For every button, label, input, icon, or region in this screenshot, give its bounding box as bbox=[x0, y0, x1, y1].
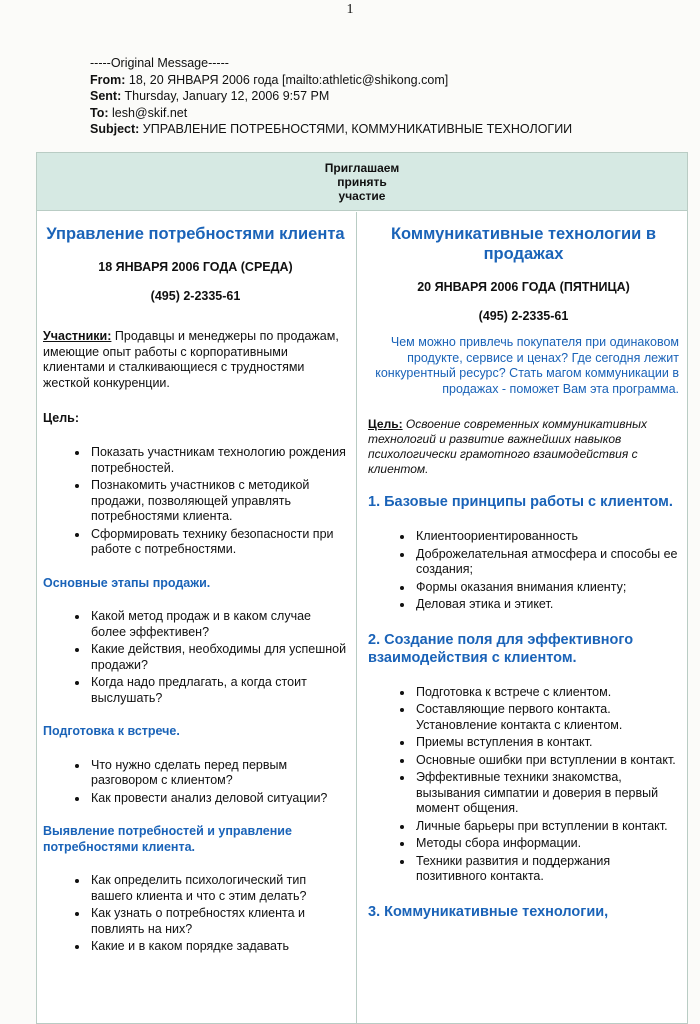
right-goal-paragraph bbox=[368, 417, 679, 477]
section-heading: 3. Коммуникативные технологии, bbox=[368, 903, 609, 920]
banner-line: принять bbox=[337, 175, 387, 189]
list-item: • Личные барьеры при вступлении в контакт. bbox=[414, 819, 679, 835]
list-item: • Какие действия, необходимы для успешной продажи? bbox=[89, 642, 348, 673]
list-item: • Методы сбора информации. bbox=[414, 836, 679, 852]
to-line bbox=[90, 105, 572, 122]
list-item: • Когда надо предлагать, а когда стоит выслушать? bbox=[89, 675, 348, 706]
list-item: • Клиентоориентированность bbox=[414, 529, 679, 545]
left-goal-list bbox=[43, 445, 348, 558]
right-date: 20 ЯНВАРЯ 2006 ГОДА (ПЯТНИЦА) bbox=[417, 280, 630, 294]
right-intro: Чем можно привлечь покупателя при одинаковом продукте, сервисе и ценах? Где сегодня лежит конкурентный ресурс? Стать магом коммуникации в продажах - поможет Вам эта программа. bbox=[375, 335, 679, 396]
list-item: • Как провести анализ деловой ситуации? bbox=[89, 791, 348, 807]
list-item: • Познакомить участников с методикой продажи, позволяющей управлять потребностями клиента. bbox=[89, 478, 348, 525]
list-item: • Какие и в каком порядке задавать bbox=[89, 939, 348, 955]
subject-line bbox=[90, 121, 572, 138]
page-number: 1 bbox=[346, 2, 354, 17]
section-heading: Выявление потребностей и управление потребностями клиента. bbox=[43, 824, 292, 854]
list-item: • Какой метод продаж и в каком случае более эффективен? bbox=[89, 609, 348, 640]
sent-label: Sent: bbox=[90, 89, 122, 103]
participants-text: Продавцы и менеджеры по продажам, имеющие опыт работы с корпоративными клиентами и сталкивающиеся с трудностями жесткой конкуренции. bbox=[43, 329, 339, 390]
section-list bbox=[43, 758, 348, 807]
from-label: From: bbox=[90, 72, 126, 87]
subject-value: УПРАВЛЕНИЕ ПОТРЕБНОСТЯМИ, КОММУНИКАТИВНЫЕ ТЕХНОЛОГИИ bbox=[142, 122, 573, 136]
invitation-banner bbox=[37, 153, 687, 211]
email-header bbox=[90, 55, 572, 138]
right-column bbox=[358, 212, 687, 1023]
right-goal-label: Цель: bbox=[368, 417, 403, 431]
left-column bbox=[37, 212, 357, 1023]
list-item: • Как узнать о потребностях клиента и повлиять на них? bbox=[89, 906, 348, 937]
list-item: • Подготовка к встрече с клиентом. bbox=[414, 685, 679, 701]
list-item: • Доброжелательная атмосфера и способы ее создания; bbox=[414, 547, 679, 578]
list-item: • Что нужно сделать перед первым разговором с клиентом? bbox=[89, 758, 348, 789]
section-heading: Основные этапы продажи. bbox=[43, 575, 211, 590]
right-phone: (495) 2-2335-61 bbox=[478, 309, 569, 323]
list-item: • Приемы вступления в контакт. bbox=[414, 735, 679, 751]
left-phone: (495) 2-2335-61 bbox=[150, 289, 241, 303]
section-heading: Подготовка к встрече. bbox=[43, 724, 180, 738]
list-item: • Сформировать технику безопасности при работе с потребностями. bbox=[89, 527, 348, 558]
list-item: • Формы оказания внимания клиенту; bbox=[414, 580, 679, 596]
section-heading: 1. Базовые принципы работы с клиентом. bbox=[368, 494, 673, 510]
sent-value: Thursday, January 12, 2006 9:57 PM bbox=[124, 89, 330, 103]
sent-line bbox=[90, 88, 572, 105]
list-item: • Эффективные техники знакомства, вызывания симпатии и доверия в первый момент общения. bbox=[414, 770, 679, 817]
participants-label: Участники: bbox=[43, 329, 112, 343]
list-item: • Как определить психологический тип вашего клиента и что с этим делать? bbox=[89, 873, 348, 904]
left-date: 18 ЯНВАРЯ 2006 ГОДА (СРЕДА) bbox=[98, 260, 293, 274]
section-list bbox=[43, 873, 348, 955]
section-list bbox=[368, 685, 679, 885]
right-title: Коммуникативные технологии в продажах bbox=[390, 225, 657, 263]
banner-line: участие bbox=[338, 189, 386, 203]
to-value: lesh@skif.net bbox=[112, 105, 188, 120]
section-list bbox=[368, 529, 679, 613]
from-line bbox=[90, 72, 572, 89]
subject-label: Subject: bbox=[90, 122, 140, 136]
to-label: To: bbox=[90, 105, 109, 120]
left-title: Управление потребностями клиента bbox=[46, 225, 345, 243]
section-list bbox=[43, 609, 348, 706]
right-goal-text: Освоение современных коммуникативных технологий и развитие важнейших навыков психологически грамотного взаимодействия с клиентом. bbox=[368, 417, 647, 476]
list-item: • Составляющие первого контакта. Установление контакта с клиентом. bbox=[414, 702, 679, 733]
from-value: 18, 20 ЯНВАРЯ 2006 года [mailto:athletic@shikong.com] bbox=[128, 72, 449, 87]
list-item: • Основные ошибки при вступлении в контакт. bbox=[414, 753, 679, 769]
left-goal-label: Цель: bbox=[43, 411, 80, 425]
flyer bbox=[36, 152, 688, 1024]
banner-line: Приглашаем bbox=[324, 161, 400, 175]
list-item: • Деловая этика и этикет. bbox=[414, 597, 679, 613]
original-message-line: -----Original Message----- bbox=[90, 56, 229, 70]
list-item: • Техники развития и поддержания позитивного контакта. bbox=[414, 854, 679, 885]
list-item: • Показать участникам технологию рождения потребностей. bbox=[89, 445, 348, 476]
participants-paragraph bbox=[43, 329, 348, 391]
section-heading: 2. Создание поля для эффективного взаимодействия с клиентом. bbox=[368, 631, 634, 666]
